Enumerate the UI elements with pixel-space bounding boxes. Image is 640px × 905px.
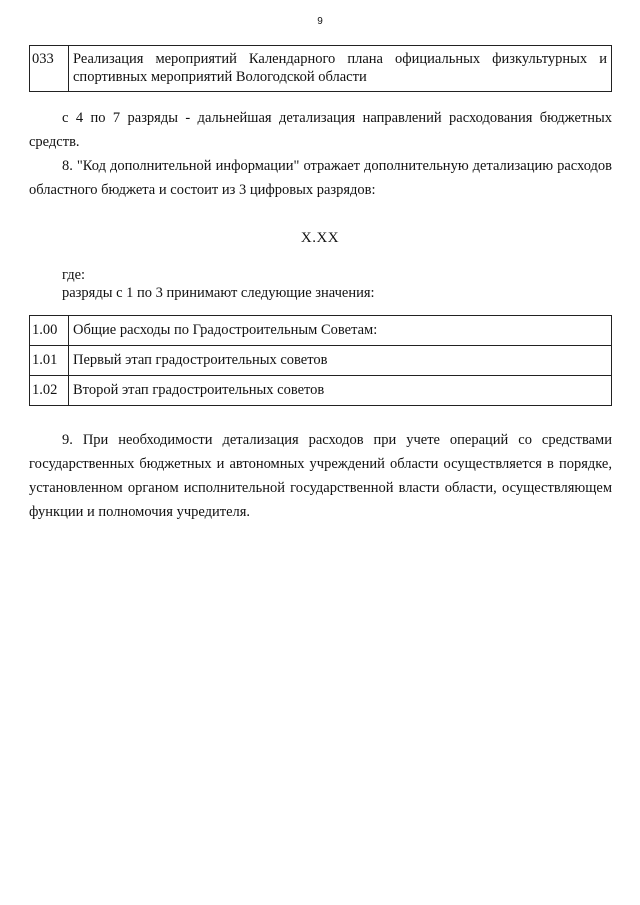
description-cell: Второй этап градостроительных советов <box>69 376 612 406</box>
table-row <box>30 46 612 92</box>
page-number: 9 <box>317 16 323 27</box>
table-row <box>30 376 612 406</box>
table-row <box>30 316 612 346</box>
where-label: где: <box>62 267 86 283</box>
code-cell: 1.00 <box>30 316 69 346</box>
code-cell: 033 <box>30 46 69 92</box>
description-cell: Первый этап градостроительных советов <box>69 346 612 376</box>
paragraph-digits-1-3: разряды с 1 по 3 принимают следующие значения: <box>62 285 375 301</box>
paragraph-digits-4-7: с 4 по 7 разряды - дальнейшая детализация направлений расходования бюджетных средств. <box>29 110 612 150</box>
description-cell: Реализация мероприятий Календарного плана официальных физкультурных и спортивных мероприятий Вологодской области <box>69 46 612 92</box>
additional-info-codes-table <box>29 315 612 406</box>
paragraph-item-9: 9. При необходимости детализация расходов при учете операций со средствами государственных бюджетных и автономных учреждений области осуществляется в порядке, установленном органом исполнительной государственной власти области, осуществляющем функции и полномочия учредителя. <box>29 432 612 520</box>
description-cell: Общие расходы по Градостроительным Советам: <box>69 316 612 346</box>
code-format-formula: Х.ХХ <box>300 230 340 246</box>
code-cell: 1.02 <box>30 376 69 406</box>
table-row <box>30 346 612 376</box>
code-cell: 1.01 <box>30 346 69 376</box>
paragraph-item-8: 8. "Код дополнительной информации" отражает дополнительную детализацию расходов областного бюджета и состоит из 3 цифровых разрядов: <box>29 158 612 198</box>
expense-code-table <box>29 45 612 92</box>
